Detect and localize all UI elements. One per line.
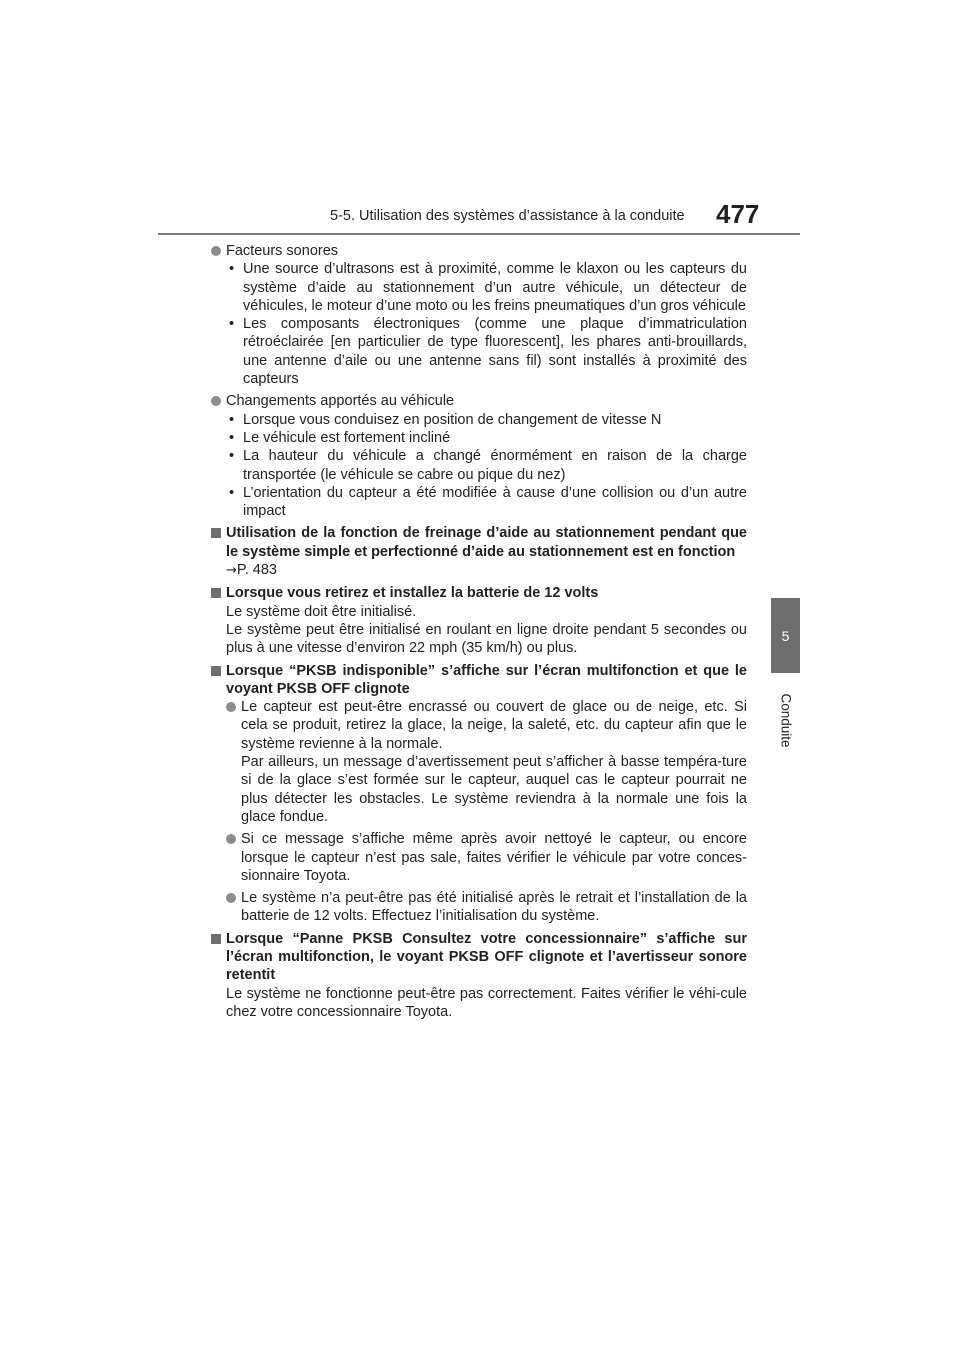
list-item: • Une source d’ultrasons est à proximité, comme le klaxon ou les capteurs du système d’aide au stationnement d’un autre véhicule, un détecteur de véhicules, le moteur d’une moto ou les freins pneumatiques d’un gros véhicule (226, 260, 747, 315)
section-heading: Lorsque “PKSB indisponible” s’affiche sur l’écran multifonction et que le voyant PKSB OFF clignote (211, 662, 747, 699)
list-item: • L’orientation du capteur a été modifiée à cause d’une collision ou d’un autre impact (226, 484, 747, 521)
list-item: • La hauteur du véhicule a changé énormément en raison de la charge transportée (le véhicule se cabre ou pique du nez) (226, 447, 747, 484)
section-pksb-unavailable (211, 662, 747, 926)
list-item (226, 889, 747, 926)
chapter-label-text: Conduite (778, 692, 794, 748)
body-text: Le système ne fonctionne peut-être pas correctement. Faites vérifier le véhi-cule chez votre concessionnaire Toyota. (226, 985, 747, 1020)
group-title-vehicle-changes: Changements apportés au véhicule (211, 392, 747, 410)
page-reference[interactable] (211, 561, 747, 580)
page-reference-text: P. 483 (236, 562, 277, 579)
section-heading: Utilisation de la fonction de freinage d’aide au stationnement pendant que le système simple et perfectionné d’aide au stationnement est en fonction (211, 524, 747, 561)
page-number: 477 (716, 199, 760, 229)
chapter-tab-number: 5 (781, 627, 790, 644)
list-item: • Le véhicule est fortement incliné (226, 429, 747, 447)
section-heading: Lorsque “Panne PKSB Consultez votre concessionnaire” s’affiche sur l’écran multifonction, le voyant PKSB OFF clignote et l’avertisseur sonore retentit (211, 930, 747, 985)
list-item: • Lorsque vous conduisez en position de changement de vitesse N (226, 411, 747, 429)
page-content (211, 242, 747, 1021)
chapter-tab (771, 598, 800, 673)
list-item: • Les composants électroniques (comme une plaque d’immatriculation rétroéclairée [en particulier de type fluorescent], les phares anti-brouillards, une antenne d’aile ou une antenne sans fil) sont installés à proximité des capteurs (226, 315, 747, 388)
chapter-label (772, 680, 800, 760)
header-divider (158, 233, 800, 235)
section-pksb-failure (211, 930, 747, 1021)
header-section-title: 5-5. Utilisation des systèmes d’assistance à la conduite (330, 208, 685, 224)
body-text: Par ailleurs, un message d’avertissement peut s’afficher à basse tempéra-ture si de la glace s’est formée sur le capteur, auquel cas le capteur pourrait ne plus détecter les obstacles. Le système reviendra à la normale une fois la glace fondue. (241, 754, 747, 825)
body-text: Le système doit être initialisé. (226, 603, 417, 620)
section-heading: Lorsque vous retirez et installez la batterie de 12 volts (211, 584, 747, 602)
body-text: Si ce message s’affiche même après avoir nettoyé le capteur, ou encore lorsque le capteur n’est pas sale, faites vérifier le véhicule par votre conces-sionnaire Toyota. (241, 831, 747, 884)
noise-factors-list (226, 260, 747, 388)
body-text: Le capteur est peut-être encrassé ou couvert de glace ou de neige, etc. Si cela se produit, retirez la glace, la neige, la saleté, etc. du capteur afin que le système revienne à la normale. (241, 699, 747, 752)
list-item (226, 830, 747, 885)
section-battery (211, 584, 747, 657)
list-item (226, 698, 747, 826)
group-title-noise: Facteurs sonores (211, 242, 747, 260)
body-text: Le système n’a peut-être pas été initialisé après le retrait et l’installation de la batterie de 12 volts. Effectuez l’initialisation du système. (241, 890, 747, 925)
vehicle-changes-list (226, 411, 747, 521)
body-text: Le système peut être initialisé en roulant en ligne droite pendant 5 secondes ou plus à une vitesse d’environ 22 mph (35 km/h) ou plus. (226, 621, 747, 657)
section-parking-brake (211, 524, 747, 580)
arrow-right-icon: → (226, 563, 237, 579)
